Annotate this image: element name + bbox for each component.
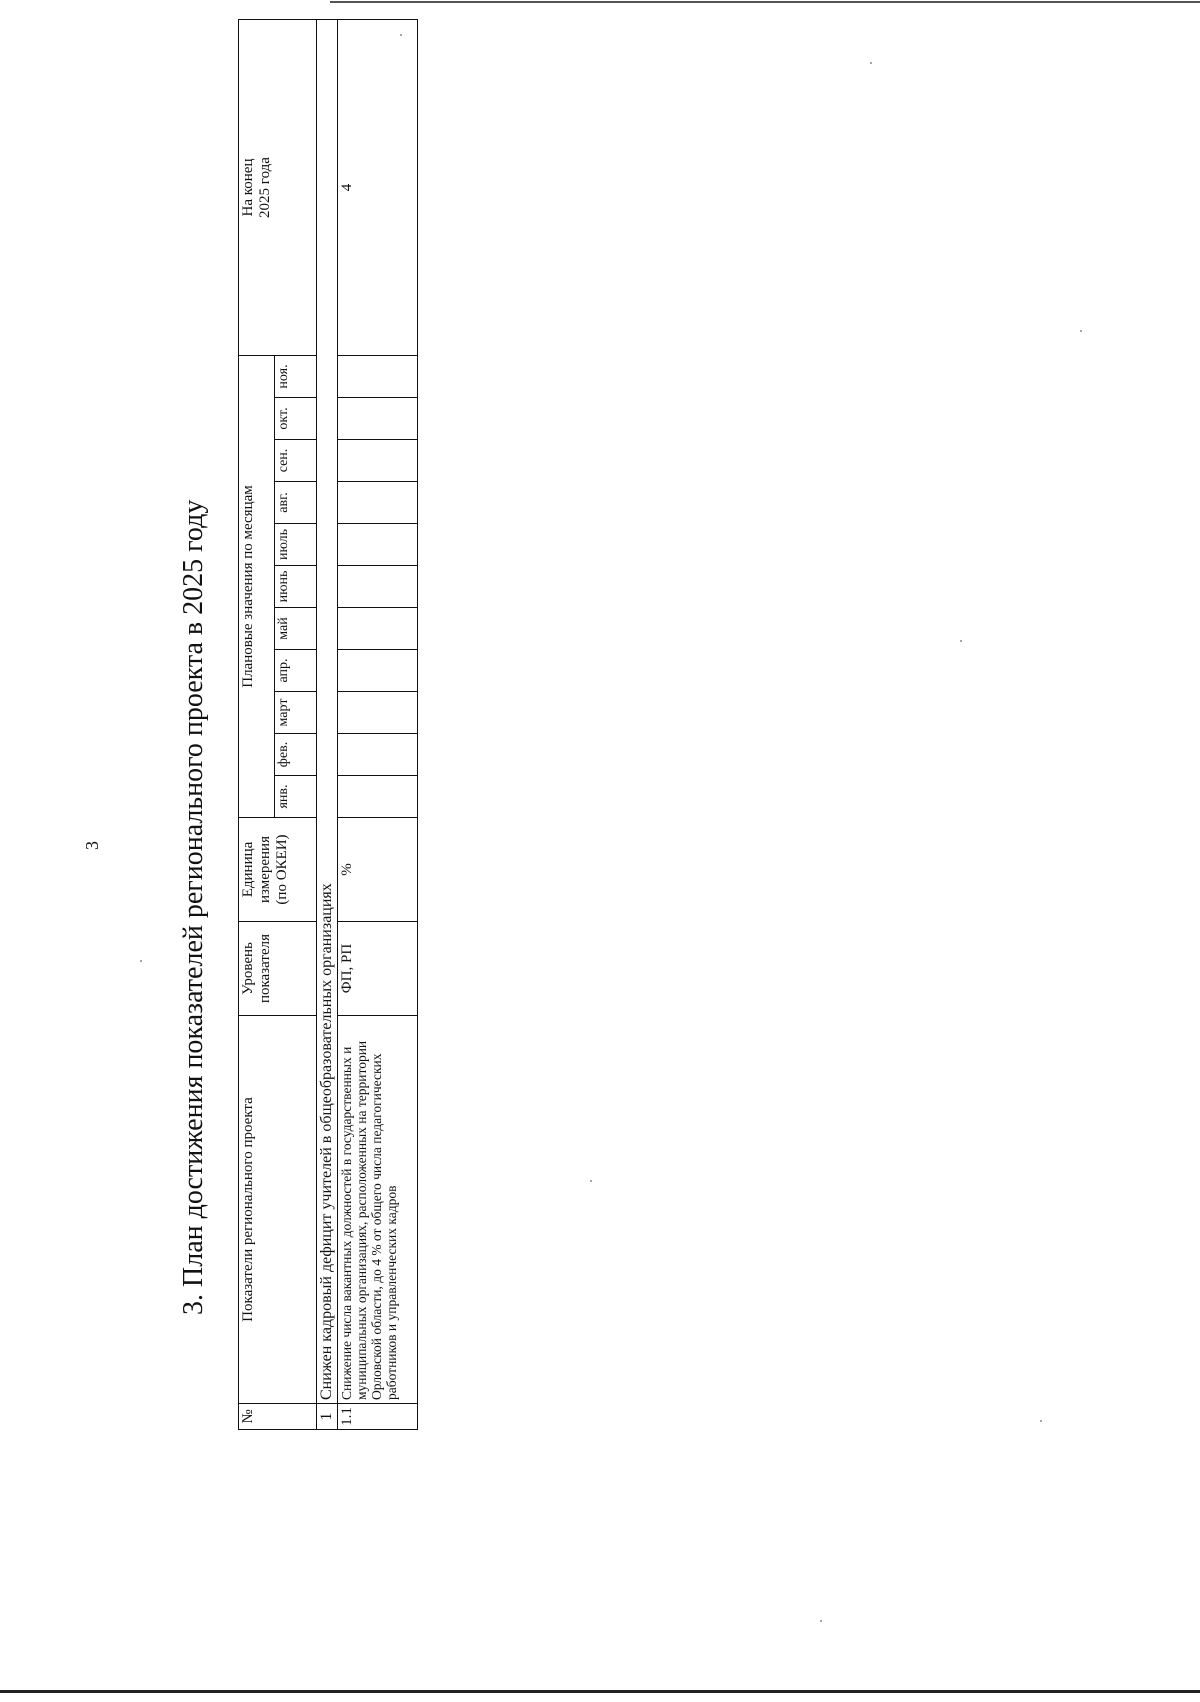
month-value-cell <box>337 398 417 440</box>
header-end-of-year <box>239 19 317 355</box>
header-num: № <box>239 1404 317 1430</box>
month-feb: фев. <box>275 734 317 776</box>
indicator-name: Снижение числа вакантных должностей в государственных и муниципальных организациях, расположенных на территории Орловской области, до 4 % от общего числа педагогических работников и управленческих кадров <box>337 1016 417 1404</box>
month-apr: апр. <box>275 650 317 692</box>
month-value-cell <box>337 355 417 397</box>
end-of-year-value: 4 <box>337 19 417 355</box>
section-num: 1 <box>317 1404 338 1430</box>
header-level <box>239 922 317 1016</box>
page-number: 3 <box>82 841 102 850</box>
header-unit <box>239 818 317 922</box>
indicator-level: ФП, РП <box>337 922 417 1016</box>
month-may: май <box>275 608 317 650</box>
month-value-cell <box>337 524 417 566</box>
month-jan: янв. <box>275 776 317 818</box>
header-unit-line: (по ОКЕИ) <box>273 834 290 905</box>
month-oct: окт. <box>275 398 317 440</box>
month-value-cell <box>337 566 417 608</box>
month-aug: авг. <box>275 482 317 524</box>
month-value-cell <box>337 650 417 692</box>
row-num: 1.1 <box>337 1404 417 1430</box>
page-title: 3. План достижения показателей регионального проекта в 2025 году <box>178 499 209 1315</box>
month-value-cell <box>337 776 417 818</box>
header-unit-line: измерения <box>256 836 273 904</box>
month-value-cell <box>337 608 417 650</box>
header-planned-values: Плановые значения по месяцам <box>239 355 275 817</box>
header-end-line: На конец <box>240 158 256 217</box>
month-value-cell <box>337 734 417 776</box>
month-value-cell <box>337 440 417 482</box>
scan-speck <box>820 1620 822 1622</box>
indicator-unit: % <box>337 818 417 922</box>
month-value-cell <box>337 692 417 734</box>
month-sep: сен. <box>275 440 317 482</box>
header-level-line: Уровень <box>240 942 256 995</box>
month-nov: ноя. <box>275 355 317 397</box>
month-mar: март <box>275 692 317 734</box>
header-indicator: Показатели регионального проекта <box>239 1016 317 1404</box>
header-level-line: показателя <box>256 933 273 1004</box>
indicators-plan-table <box>238 19 418 1430</box>
month-jul: июль <box>275 524 317 566</box>
header-end-line: 2025 года <box>256 157 273 218</box>
month-value-cell <box>337 482 417 524</box>
scan-bottom-edge <box>0 1690 1200 1693</box>
section-title: Снижен кадровый дефицит учителей в общеобразовательных организациях <box>317 19 338 1403</box>
header-unit-line: Единица <box>240 841 256 898</box>
month-jun: июнь <box>275 566 317 608</box>
